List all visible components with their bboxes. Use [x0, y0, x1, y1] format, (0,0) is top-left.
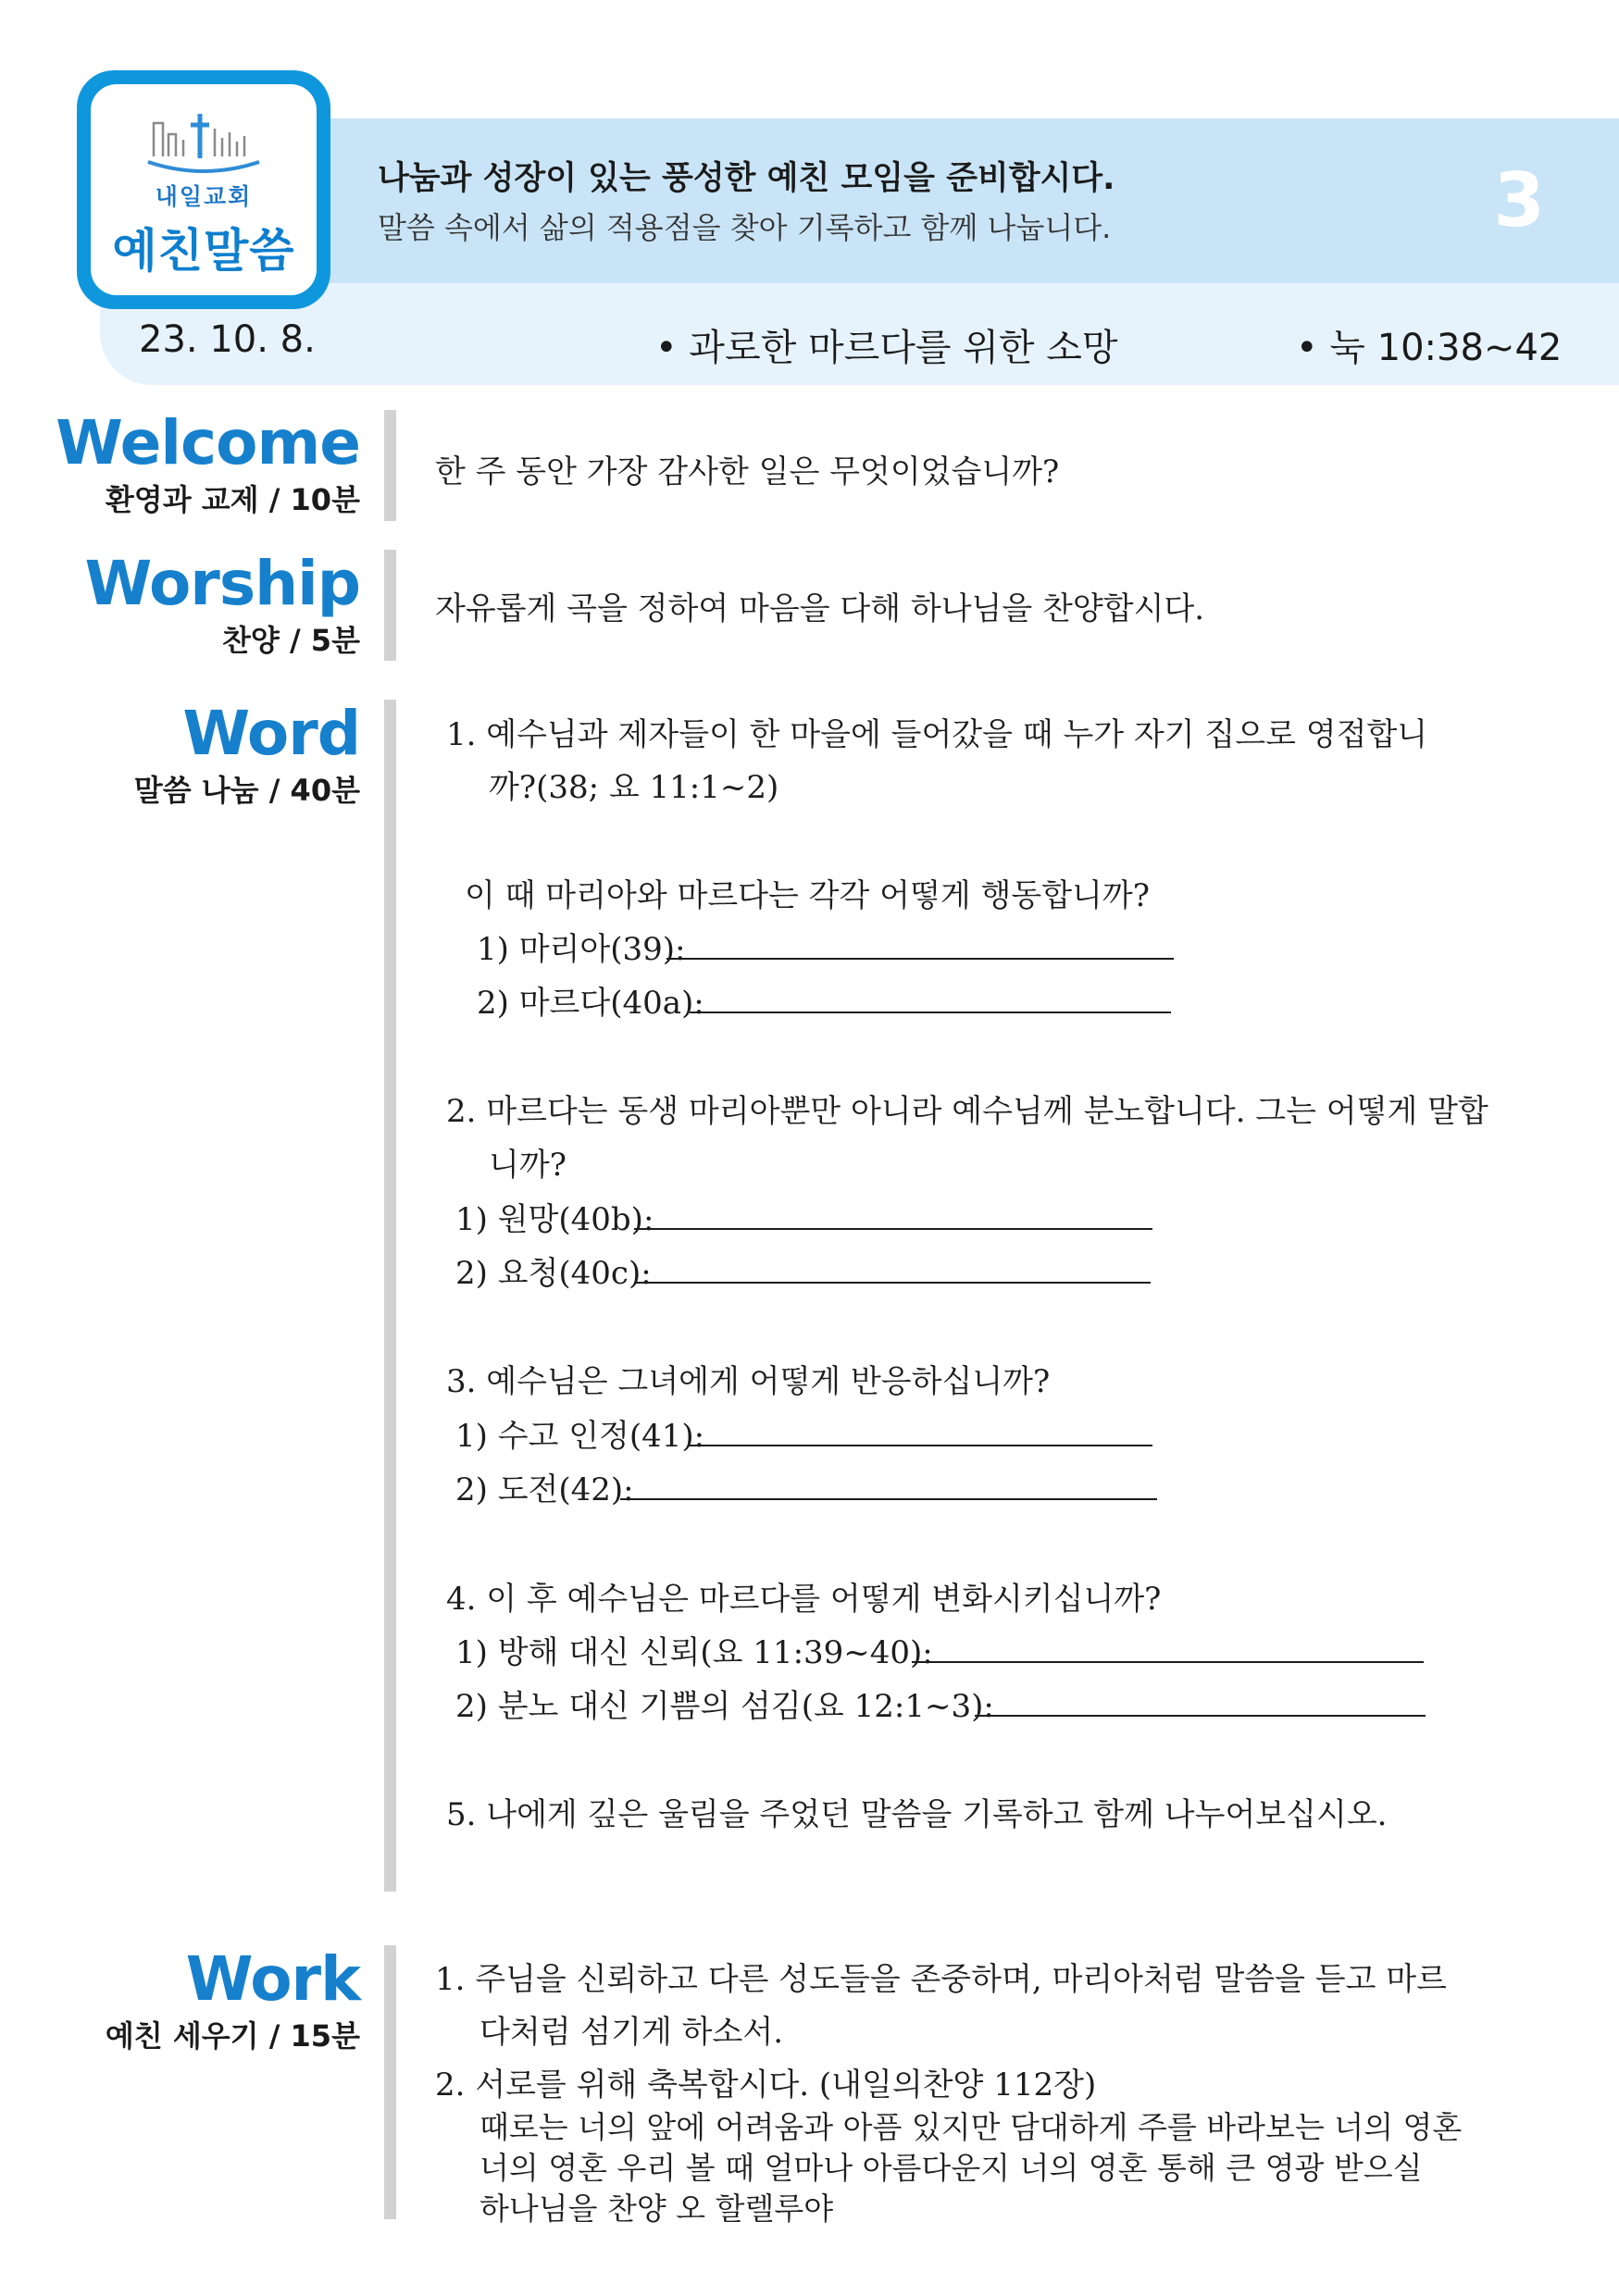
q2-answer1-line[interactable]	[634, 1228, 1152, 1230]
q1-answer1-line[interactable]	[666, 958, 1174, 960]
q4-answer1-line[interactable]	[912, 1661, 1424, 1663]
q2-answer2-label: 2) 요청(40c):	[455, 1255, 652, 1292]
q3-answer1-label: 1) 수고 인정(41):	[455, 1418, 705, 1455]
date: 23. 10. 8.	[139, 318, 316, 361]
church-skyline-icon	[146, 110, 261, 179]
work-prayer2-line1: 2. 서로를 위해 축복합시다. (내일의찬양 112장)	[435, 2066, 1097, 2104]
welcome-divider	[384, 410, 396, 521]
work-lyric2: 너의 영혼 우리 볼 때 얼마나 아름다운지 너의 영혼 통해 큰 영광 받으실	[479, 2150, 1423, 2186]
q1-answer2-label: 2) 마르다(40a):	[477, 985, 704, 1022]
logo-inner	[91, 84, 317, 295]
q4-answer2-label: 2) 분노 대신 기쁨의 섬김(요 12:1~3):	[455, 1688, 994, 1725]
work-prayer1-line2: 다처럼 섬기게 하소서.	[479, 2014, 784, 2051]
q1-answer2-line[interactable]	[690, 1011, 1171, 1013]
scripture-reference: • 눅 10:38~42	[1296, 327, 1563, 369]
welcome-subtitle: 환영과 교제 / 10분	[105, 482, 360, 517]
logo-title: 예친말씀	[112, 224, 295, 278]
header-heading: 나눔과 성장이 있는 풍성한 예친 모임을 준비합시다.	[378, 160, 1115, 197]
work-prayer1-line1: 1. 주님을 신뢰하고 다른 성도들을 존중하며, 마리아처럼 말씀을 듣고 마르	[435, 1961, 1447, 1998]
welcome-question: 한 주 동안 가장 감사한 일은 무엇이었습니까?	[435, 453, 1060, 490]
welcome-title: Welcome	[56, 407, 360, 478]
q2-line1: 2. 마르다는 동생 마리아뿐만 아니라 예수님께 분노합니다. 그는 어떻게 말합	[446, 1093, 1488, 1130]
header-band	[305, 118, 1619, 283]
q2-answer1-label: 1) 원망(40b):	[455, 1201, 654, 1238]
work-subtitle: 예친 세우기 / 15분	[105, 2018, 360, 2054]
worship-title: Worship	[84, 548, 360, 619]
q1-line2: 까?(38; 요 11:1~2)	[489, 769, 779, 806]
work-title: Work	[185, 1943, 360, 2015]
q3-answer2-line[interactable]	[620, 1498, 1157, 1500]
word-divider	[384, 700, 396, 1892]
q2-answer2-line[interactable]	[634, 1282, 1151, 1284]
lesson-title: • 과로한 마르다를 위한 소망	[655, 327, 1118, 369]
work-divider	[384, 1945, 396, 2219]
q1-answer1-label: 1) 마리아(39):	[477, 931, 686, 968]
q4-line1: 4. 이 후 예수님은 마르다를 어떻게 변화시키십니까?	[446, 1581, 1162, 1618]
header-subtitle: 말씀 속에서 삶의 적용점을 찾아 기록하고 함께 나눕니다.	[378, 210, 1112, 245]
worship-subtitle: 찬양 / 5분	[222, 623, 360, 658]
q2-line2: 니까?	[489, 1147, 567, 1184]
word-title: Word	[182, 698, 360, 769]
q1-follow: 이 때 마리아와 마르다는 각각 어떻게 행동합니까?	[465, 877, 1150, 914]
logo	[77, 70, 330, 309]
page-number: 3	[1493, 157, 1545, 243]
q1-line1: 1. 예수님과 제자들이 한 마을에 들어갔을 때 누가 자기 집으로 영접합니	[446, 716, 1428, 753]
q3-answer1-line[interactable]	[690, 1445, 1152, 1446]
work-lyric1: 때로는 너의 앞에 어려움과 아픔 있지만 담대하게 주를 바라보는 너의 영혼	[479, 2109, 1463, 2145]
q3-line1: 3. 예수님은 그녀에게 어떻게 반응하십니까?	[446, 1363, 1051, 1400]
worship-text: 자유롭게 곡을 정하여 마음을 다해 하나님을 찬양합시다.	[435, 590, 1205, 627]
work-lyric3: 하나님을 찬양 오 할렐루야	[479, 2191, 834, 2227]
word-subtitle: 말씀 나눔 / 40분	[133, 773, 360, 808]
q3-answer2-label: 2) 도전(42):	[455, 1471, 634, 1508]
q4-answer1-label: 1) 방해 대신 신뢰(요 11:39~40):	[455, 1634, 933, 1671]
worship-divider	[384, 550, 396, 661]
church-name: 내일교회	[155, 183, 253, 210]
q5-line1: 5. 나에게 깊은 울림을 주었던 말씀을 기록하고 함께 나누어보십시오.	[446, 1796, 1388, 1833]
q4-answer2-line[interactable]	[975, 1715, 1426, 1717]
